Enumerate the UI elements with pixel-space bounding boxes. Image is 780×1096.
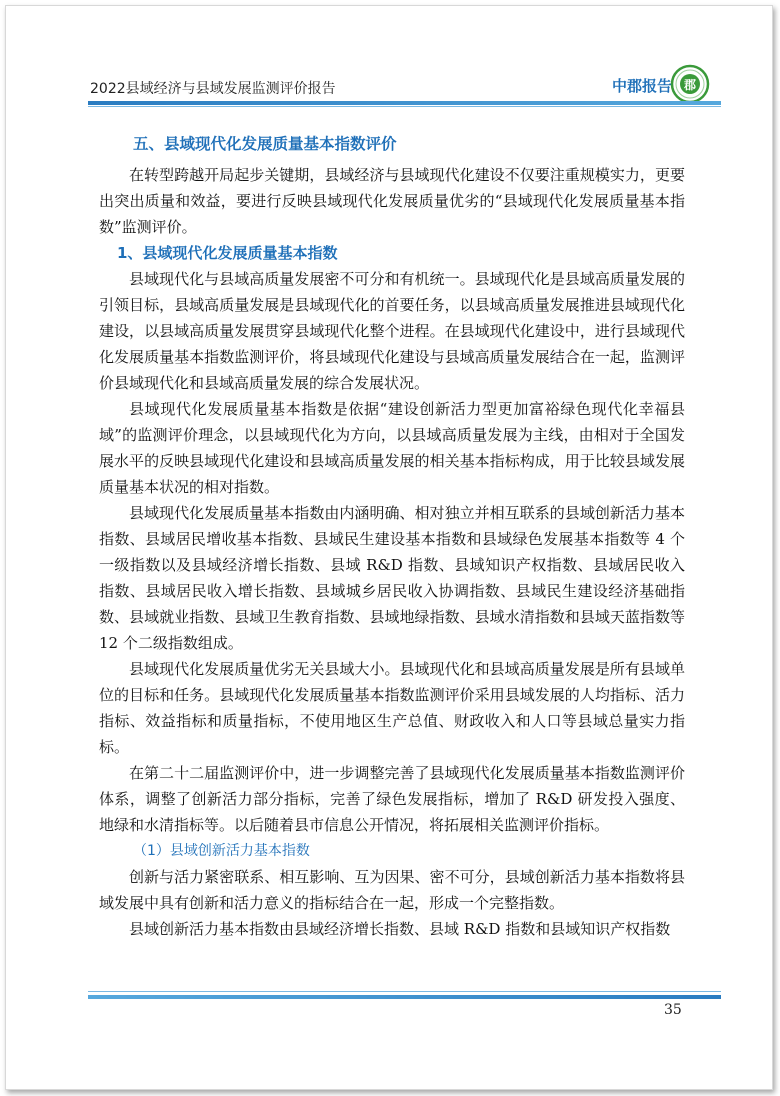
subheading-basic-index: 1、县域现代化发展质量基本指数 — [117, 244, 338, 262]
paragraph-5: 在第二十二届监测评价中，进一步调整完善了县域现代化发展质量基本指数监测评价体系，调整了创新活力部分指标，完善了绿色发展指标，增加了 R&D 研发投入强度、地绿和水清指标等。以后随着县市信息公开情况，将拓展相关监测评价指标。 — [99, 764, 685, 834]
subheading-innovation-index: （1）县域创新活力基本指数 — [133, 843, 310, 859]
main-content — [99, 131, 685, 942]
paragraph-4: 县域现代化发展质量优劣无关县域大小。县域现代化和县域高质量发展是所有县域单位的目标和任务。县域现代化发展质量基本指数监测评价采用县域发展的人均指标、活力指标、效益指标和质量指标，不使用地区生产总值、财政收入和人口等县域总量实力指标。 — [99, 660, 685, 756]
paragraph-3: 县域现代化发展质量基本指数由内涵明确、相对独立并相互联系的县域创新活力基本指数、县域居民增收基本指数、县域民生建设基本指数和县域绿色发展基本指数等 4 个一级指数以及县域经济增长指数、县域 R&D 指数、县域知识产权指数、县域居民收入指数、县域居民收入增长指数、县域城乡居民收入协调指数、县域民生建设经济基础指数、县域就业指数、县域卫生教育指数、县域地绿指数、县域水清指数和县域天蓝指数等 12 个二级指数组成。 — [99, 504, 685, 652]
header-rule — [88, 101, 721, 105]
paragraph-7: 县域创新活力基本指数由县域经济增长指数、县域 R&D 指数和县域知识产权指数 — [129, 920, 671, 938]
intro-paragraph: 在转型跨越开局起步关键期，县域经济与县域现代化建设不仅要注重规模实力，更要出突出质量和效益，要进行反映县域现代化发展质量优劣的“县域现代化发展质量基本指数”监测评价。 — [99, 166, 685, 236]
footer-rule-thin — [88, 991, 721, 992]
header-rule-thin — [88, 106, 721, 107]
footer-rule — [88, 995, 721, 999]
brand-logo-text: 郡 — [683, 78, 697, 92]
page-number: 35 — [664, 1002, 682, 1018]
paragraph-6: 创新与活力紧密联系、相互影响、互为因果、密不可分，县域创新活力基本指数将县域发展中具有创新和活力意义的指标结合在一起，形成一个完整指数。 — [99, 868, 685, 912]
paragraph-1: 县域现代化与县域高质量发展密不可分和有机统一。县域现代化是县域高质量发展的引领目标，县域高质量发展是县域现代化的首要任务，以县域高质量发展推进县域现代化建设，以县域高质量发展贯穿县域现代化整个进程。在县域现代化建设中，进行县域现代化发展质量基本指数监测评价，将县域现代化建设与县域高质量发展结合在一起，监测评价县域现代化和县域高质量发展的综合发展状况。 — [99, 270, 685, 392]
paragraph-2: 县域现代化发展质量基本指数是依据“建设创新活力型更加富裕绿色现代化幸福县域”的监测评价理念，以县域现代化为方向，以县域高质量发展为主线，由相对于全国发展水平的反映县域现代化建设和县域高质量发展的相关基本指标构成，用于比较县域发展质量基本状况的相对指数。 — [99, 400, 685, 496]
brand-logo-icon — [670, 64, 710, 104]
brand-name: 中郡报告 — [612, 77, 673, 95]
running-header-title: 2022县域经济与县域发展监测评价报告 — [90, 81, 336, 97]
section-heading: 五、县域现代化发展质量基本指数评价 — [133, 135, 397, 153]
